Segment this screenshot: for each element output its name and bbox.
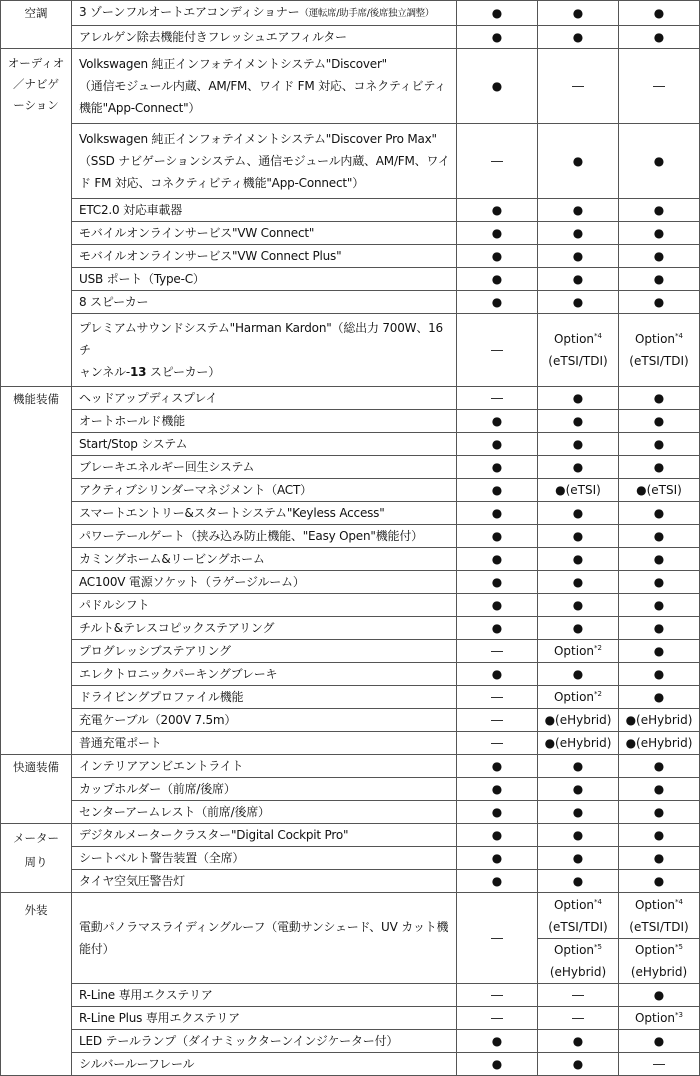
- grade1-value: ●: [457, 870, 538, 893]
- table-row: [1, 1030, 700, 1053]
- grade3-value: ●: [619, 824, 700, 847]
- item-label: オートホールド機能: [72, 410, 457, 433]
- table-row: [1, 801, 700, 824]
- item-label: Volkswagen 純正インフォテイメントシステム"Discover" （通信モジュール内蔵、AM/FM、ワイド FM 対応、コネクティビティ 機能"App-Connect"）: [72, 49, 457, 124]
- category-functional: 機能装備: [1, 387, 72, 755]
- item-label: 3 ゾーンフルオートエアコンディショナー（運転席/助手席/後席独立調整）: [72, 1, 457, 26]
- item-label: アクティブシリンダーマネジメント（ACT）: [72, 479, 457, 502]
- grade1-value: ●: [457, 755, 538, 778]
- grade1-value: ―: [457, 124, 538, 199]
- grade3-value: ●(eHybrid): [619, 732, 700, 755]
- grade2-value: ●: [538, 548, 619, 571]
- item-label: 8 スピーカー: [72, 291, 457, 314]
- table-row: [1, 617, 700, 640]
- table-row: [1, 124, 700, 199]
- grade3-value: ●: [619, 755, 700, 778]
- grade2-value: ●: [538, 1, 619, 26]
- grade3-value: ●: [619, 548, 700, 571]
- grade1-value: ●: [457, 1, 538, 26]
- grade1-value: ●: [457, 410, 538, 433]
- grade3-value: ●: [619, 984, 700, 1007]
- grade2-value: ●: [538, 525, 619, 548]
- grade1-value: ●: [457, 245, 538, 268]
- item-label: ETC2.0 対応車載器: [72, 199, 457, 222]
- grade3-value: ●: [619, 847, 700, 870]
- grade1-value: ●: [457, 617, 538, 640]
- grade3-value: ●: [619, 387, 700, 410]
- grade2-value: ●: [538, 222, 619, 245]
- grade1-value: ●: [457, 502, 538, 525]
- grade1-value: ―: [457, 984, 538, 1007]
- grade2-value: ●: [538, 456, 619, 479]
- grade2-value: ●: [538, 387, 619, 410]
- grade1-value: ●: [457, 663, 538, 686]
- item-label: シルバールーフレール: [72, 1053, 457, 1076]
- grade3-value: ●: [619, 456, 700, 479]
- table-row: [1, 686, 700, 709]
- grade2-value: ―: [538, 1007, 619, 1030]
- grade2-value: ●: [538, 801, 619, 824]
- table-row: [1, 870, 700, 893]
- grade2-value: ●: [538, 870, 619, 893]
- grade2-value: ●: [538, 291, 619, 314]
- category-audio-navigation: オーディオ ／ナビゲ ーション: [1, 49, 72, 387]
- table-row: [1, 893, 700, 984]
- grade2-value: ●: [538, 663, 619, 686]
- grade2-value: ●: [538, 847, 619, 870]
- table-row: [1, 314, 700, 387]
- grade3-value: ●: [619, 640, 700, 663]
- grade2-value: ●: [538, 26, 619, 49]
- table-row: [1, 479, 700, 502]
- item-label: ドライビングプロファイル機能: [72, 686, 457, 709]
- item-label: 充電ケーブル（200V 7.5m）: [72, 709, 457, 732]
- grade2-value: Option$^{*4}$ (eTSI/TDI) Option$^{*5}$ (eHybrid): [538, 893, 619, 984]
- item-label: デジタルメータークラスター"Digital Cockpit Pro": [72, 824, 457, 847]
- table-row: [1, 268, 700, 291]
- item-label: USB ポート（Type-C）: [72, 268, 457, 291]
- grade1-value: ―: [457, 893, 538, 984]
- table-row: [1, 824, 700, 847]
- grade2-value: ●: [538, 199, 619, 222]
- grade1-value: ●: [457, 824, 538, 847]
- table-row: [1, 663, 700, 686]
- item-label: チルト&テレスコピックステアリング: [72, 617, 457, 640]
- grade3-value: ●: [619, 502, 700, 525]
- grade1-value: ―: [457, 709, 538, 732]
- grade1-value: ―: [457, 1007, 538, 1030]
- grade1-value: ●: [457, 291, 538, 314]
- grade2-value: ―: [538, 984, 619, 1007]
- grade2-value: Option$^{*2}$: [538, 640, 619, 663]
- table-row: [1, 26, 700, 49]
- table-row: [1, 594, 700, 617]
- table-row: [1, 778, 700, 801]
- grade2-value: ●(eHybrid): [538, 732, 619, 755]
- item-label: シートベルト警告装置（全席）: [72, 847, 457, 870]
- grade2-value: ●: [538, 1030, 619, 1053]
- grade3-value: ●: [619, 801, 700, 824]
- grade3-value: ●: [619, 222, 700, 245]
- grade3-value: ●: [619, 199, 700, 222]
- item-label: パドルシフト: [72, 594, 457, 617]
- grade3-value: ●: [619, 245, 700, 268]
- grade1-value: ●: [457, 548, 538, 571]
- table-row: [1, 410, 700, 433]
- grade3-value: ●: [619, 617, 700, 640]
- table-row: [1, 1007, 700, 1030]
- grade2-value: Option$^{*2}$: [538, 686, 619, 709]
- table-row: [1, 456, 700, 479]
- grade3-value: ●: [619, 291, 700, 314]
- table-row: [1, 433, 700, 456]
- category-aircon: 空調: [1, 1, 72, 49]
- item-label: R-Line Plus 専用エクステリア: [72, 1007, 457, 1030]
- grade1-value: ●: [457, 479, 538, 502]
- grade1-value: ●: [457, 525, 538, 548]
- table-row: [1, 732, 700, 755]
- table-row: [1, 548, 700, 571]
- grade3-value: ―: [619, 49, 700, 124]
- grade1-value: ●: [457, 1053, 538, 1076]
- grade3-value: ●: [619, 268, 700, 291]
- item-label: Volkswagen 純正インフォテイメントシステム"Discover Pro Max" （SSD ナビゲーションシステム、通信モジュール内蔵、AM/FM、ワイ ド FM 対応、コネクティビティ機能"App-Connect"）: [72, 124, 457, 199]
- item-label: プログレッシブステアリング: [72, 640, 457, 663]
- grade2-value: ●: [538, 617, 619, 640]
- grade2-value: ●: [538, 268, 619, 291]
- grade3-value: ●: [619, 1, 700, 26]
- grade1-value: ●: [457, 222, 538, 245]
- grade2-value: Option$^{*4}$ (eTSI/TDI): [538, 314, 619, 387]
- item-label: Start/Stop システム: [72, 433, 457, 456]
- grade3-value: Option$^{*3}$: [619, 1007, 700, 1030]
- grade2-value: ―: [538, 49, 619, 124]
- grade1-value: ●: [457, 26, 538, 49]
- grade1-value: ●: [457, 571, 538, 594]
- grade1-value: ●: [457, 594, 538, 617]
- category-meter: メーター 周り: [1, 824, 72, 893]
- grade3-value: Option$^{*4}$ (eTSI/TDI) Option$^{*5}$ (eHybrid): [619, 893, 700, 984]
- grade1-value: ●: [457, 778, 538, 801]
- table-row: [1, 222, 700, 245]
- table-row: [1, 245, 700, 268]
- table-row: [1, 640, 700, 663]
- grade3-value: ●(eHybrid): [619, 709, 700, 732]
- grade1-value: ―: [457, 387, 538, 410]
- item-label: タイヤ空気圧警告灯: [72, 870, 457, 893]
- grade3-value: ●: [619, 26, 700, 49]
- grade1-value: ―: [457, 640, 538, 663]
- table-row: [1, 1, 700, 26]
- grade1-value: ●: [457, 268, 538, 291]
- grade1-value: ●: [457, 1030, 538, 1053]
- grade2-value: ●: [538, 433, 619, 456]
- grade2-value: ●: [538, 502, 619, 525]
- item-label: カップホルダー（前席/後席）: [72, 778, 457, 801]
- item-label: パワーテールゲート（挟み込み防止機能、"Easy Open"機能付）: [72, 525, 457, 548]
- grade3-value: ●: [619, 663, 700, 686]
- item-label: 普通充電ポート: [72, 732, 457, 755]
- grade1-value: ―: [457, 686, 538, 709]
- category-comfort: 快適装備: [1, 755, 72, 824]
- item-label: ヘッドアップディスプレイ: [72, 387, 457, 410]
- grade1-value: ―: [457, 732, 538, 755]
- item-label: アレルゲン除去機能付きフレッシュエアフィルター: [72, 26, 457, 49]
- grade2-value: ●(eHybrid): [538, 709, 619, 732]
- item-label: センターアームレスト（前席/後席）: [72, 801, 457, 824]
- grade3-value: ●: [619, 686, 700, 709]
- table-row: [1, 525, 700, 548]
- table-row: [1, 571, 700, 594]
- grade2-value: ●: [538, 124, 619, 199]
- grade2-value: ●(eTSI): [538, 479, 619, 502]
- grade3-value: ●: [619, 778, 700, 801]
- grade3-value: ●: [619, 124, 700, 199]
- item-label: プレミアムサウンドシステム"Harman Kardon"（総出力 700W、16 チ ャンネル-13 スピーカー）: [72, 314, 457, 387]
- grade1-value: ●: [457, 49, 538, 124]
- table-row: [1, 502, 700, 525]
- grade2-value: ●: [538, 755, 619, 778]
- table-row: [1, 49, 700, 124]
- grade2-value: ●: [538, 245, 619, 268]
- grade2-value: ●: [538, 571, 619, 594]
- table-row: [1, 387, 700, 410]
- grade1-value: ●: [457, 456, 538, 479]
- table-row: [1, 199, 700, 222]
- table-row: [1, 1053, 700, 1076]
- grade1-value: ●: [457, 199, 538, 222]
- item-label: カミングホーム&リービングホーム: [72, 548, 457, 571]
- grade3-value: ●: [619, 1030, 700, 1053]
- item-label: LED テールランプ（ダイナミックターンインジケーター付）: [72, 1030, 457, 1053]
- table-row: [1, 984, 700, 1007]
- grade1-value: ●: [457, 847, 538, 870]
- grade3-value: ●: [619, 571, 700, 594]
- item-label: スマートエントリー&スタートシステム"Keyless Access": [72, 502, 457, 525]
- grade2-value: ●: [538, 824, 619, 847]
- table-row: [1, 755, 700, 778]
- grade1-value: ●: [457, 801, 538, 824]
- table-row: [1, 291, 700, 314]
- grade3-value: ●: [619, 433, 700, 456]
- grade2-value: ●: [538, 1053, 619, 1076]
- grade2-value: ●: [538, 594, 619, 617]
- grade3-value: ●: [619, 594, 700, 617]
- item-label: エレクトロニックパーキングブレーキ: [72, 663, 457, 686]
- grade3-value: Option$^{*4}$ (eTSI/TDI): [619, 314, 700, 387]
- item-label: インテリアアンビエントライト: [72, 755, 457, 778]
- item-label: R-Line 専用エクステリア: [72, 984, 457, 1007]
- item-label: モバイルオンラインサービス"VW Connect": [72, 222, 457, 245]
- grade1-value: ―: [457, 314, 538, 387]
- grade2-value: ●: [538, 778, 619, 801]
- category-exterior: 外装: [1, 893, 72, 1076]
- grade3-value: ●: [619, 410, 700, 433]
- table-row: [1, 709, 700, 732]
- item-label: モバイルオンラインサービス"VW Connect Plus": [72, 245, 457, 268]
- item-label: 電動パノラマスライディングルーフ（電動サンシェード、UV カット機 能付）: [72, 893, 457, 984]
- grade3-value: ●(eTSI): [619, 479, 700, 502]
- grade2-value: ●: [538, 410, 619, 433]
- item-label: ブレーキエネルギー回生システム: [72, 456, 457, 479]
- grade3-value: ●: [619, 870, 700, 893]
- table-row: [1, 847, 700, 870]
- grade3-value: ―: [619, 1053, 700, 1076]
- grade3-value: ●: [619, 525, 700, 548]
- item-label: AC100V 電源ソケット（ラゲージルーム）: [72, 571, 457, 594]
- grade1-value: ●: [457, 433, 538, 456]
